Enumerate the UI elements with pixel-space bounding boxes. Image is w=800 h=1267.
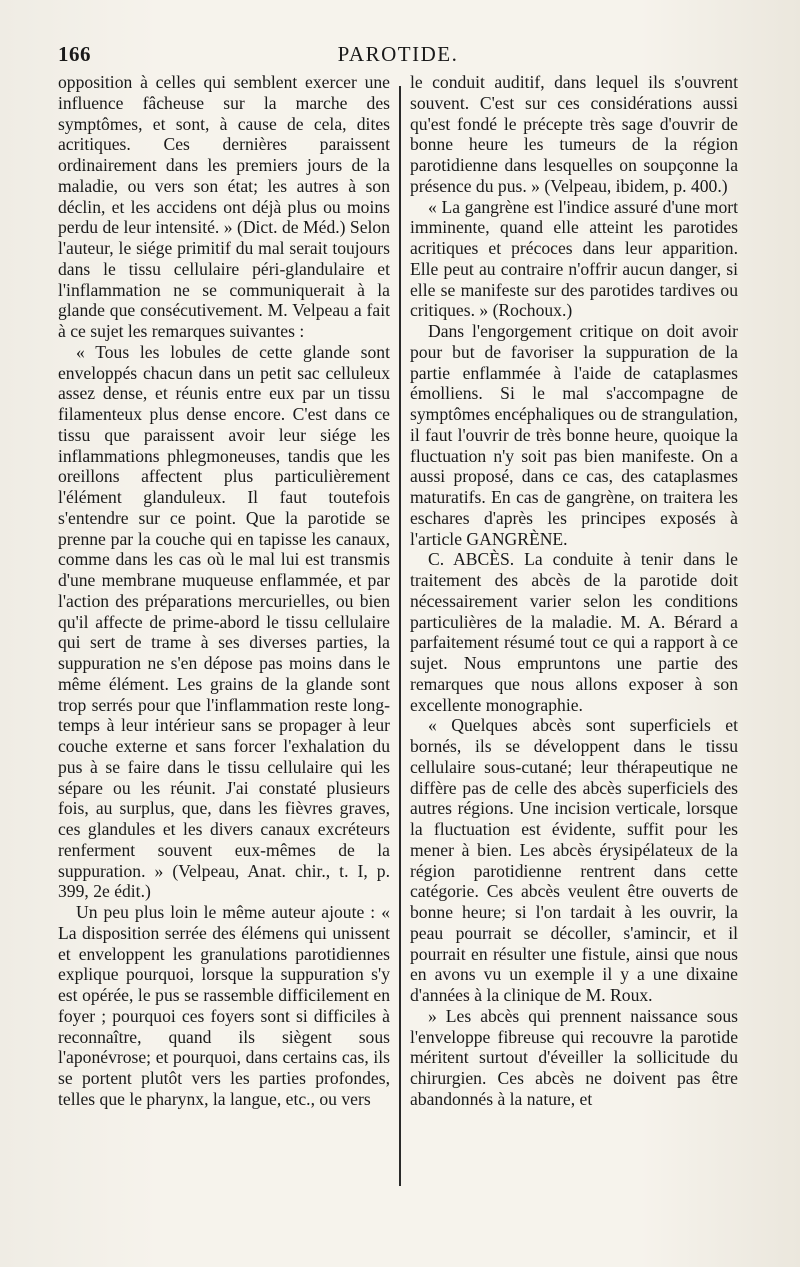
page-header (58, 42, 738, 72)
running-title: PAROTIDE. (337, 42, 459, 66)
column-divider (399, 86, 401, 1186)
paragraph: « Quelques abcès sont superficiels et bornés, ils se développent dans le tissu cellulaire sous-cutané; leur thérapeutique ne diffère pas de celle des abcès superficiels des autres régions. Une incision verticale, lorsque la fluctuation est évidente, suffit pour les mener à bien. Les abcès érysipélateux de la région parotidienne rentrent dans cette catégorie. Ces abcès veulent être ouverts de bonne heure; si l'on tardait à les ouvrir, la peau pourrait se décoller, s'amincir, et il pourrait en résulter une fistule, ainsi que nous en avons vu un exemple il y a une dixaine d'années à la clinique de M. Roux. (410, 715, 738, 1005)
page-number: 166 (58, 42, 91, 66)
paragraph: « La gangrène est l'indice assuré d'une mort imminente, quand elle atteint les parotides acritiques et précoces dans leur apparition. Elle peut au contraire n'offrir aucun danger, si elle se manifeste sur des parotides tardives ou critiques. » (Rochoux.) (410, 196, 738, 321)
paragraph: » Les abcès qui prennent naissance sous l'enveloppe fibreuse qui recouvre la parotide méritent surtout d'éveiller la sollicitude du chirurgien. Ces abcès ne doivent pas être abandonnés à la nature, et (410, 1005, 738, 1109)
paragraph: le conduit auditif, dans lequel ils s'ouvrent souvent. C'est sur ces considérations aussi qu'est fondé le précepte très sage d'ouvrir de bonne heure les tumeurs de la région parotidienne dans lesquelles on soupçonne la présence du pus. » (Velpeau, ibidem, p. 400.) (410, 72, 738, 196)
column-left (58, 72, 390, 1110)
column-right (410, 72, 738, 1110)
paragraph: Dans l'engorgement critique on doit avoir pour but de favoriser la suppuration de la partie enflammée à l'aide de cataplasmes émolliens. Si le mal s'accompagne de symptômes encéphaliques ou de strangulation, il faut l'ouvrir de très bonne heure, quoique la fluctuation n'y soit pas bien manifeste. On a aussi proposé, dans ce cas, des cataplasmes maturatifs. En cas de gangrène, on traitera les eschares d'après les principes exposés à l'article GANGRÈNE. (410, 321, 738, 549)
paragraph: C. ABCÈS. La conduite à tenir dans le traitement des abcès de la parotide doit nécessairement varier selon les conditions particulières de la maladie. M. A. Bérard a parfaitement résumé tout ce qui a rapport à ce sujet. Nous empruntons une partie des remarques que nous allons exposer à son excellente monographie. (410, 549, 738, 715)
paragraph: opposition à celles qui semblent exercer une influence fâcheuse sur la marche des symptômes, et sont, à cause de cela, dites acritiques. Ces dernières paraissent ordinairement dans les premiers jours de la maladie, ou vers son état; les autres à son déclin, et les accidens ont déjà plus ou moins perdu de leur intensité. » (Dict. de Méd.) Selon l'auteur, le siége primitif du mal serait toujours dans le tissu cellulaire péri-glandulaire et l'inflammation ne se communiquerait à la glande que consécutivement. M. Velpeau a fait à ce sujet les remarques suivantes : (58, 72, 390, 341)
paragraph: « Tous les lobules de cette glande sont enveloppés chacun dans un petit sac celluleux assez dense, et réunis entre eux par un tissu filamenteux plus dense encore. C'est dans ce tissu que paraissent avoir leur siége les inflammations phlegmoneuses, tandis que les oreillons affectent plus particulièrement l'élément glanduleux. Il faut toutefois s'entendre sur ce point. Que la parotide se prenne par la couche qui en tapisse les canaux, comme dans les cas où le mal lui est transmis d'une membrane muqueuse enflammée, et par l'action des préparations mercurielles, ou bien qu'il affecte de prime-abord le tissu cellulaire qui sert de trame à ses diverses parties, la suppuration ne s'en dépose pas moins dans le même élément. Les grains de la glande sont trop serrés pour que l'inflammation reste long-temps à leur intérieur sans se propager à leur couche externe et sans forcer l'exhalation du pus à se faire dans le tissu cellulaire qui les sépare ou les réunit. J'ai constaté plusieurs fois, au surplus, que, dans les fièvres graves, ces glandules et les divers canaux excréteurs renferment souvent eux-mêmes de la suppuration. » (Velpeau, Anat. chir., t. I, p. 399, 2e édit.) (58, 341, 390, 902)
paragraph: Un peu plus loin le même auteur ajoute : « La disposition serrée des élémens qui unissent et enveloppent les granulations parotidiennes explique pourquoi, lorsque la suppuration s'y est opérée, le pus se rassemble difficilement en foyer ; pourquoi ces foyers sont si difficiles à reconnaître, quand ils siègent sous l'aponévrose; et pourquoi, dans certains cas, ils se portent plutôt vers les parties profondes, telles que le pharynx, la langue, etc., ou vers (58, 902, 390, 1109)
